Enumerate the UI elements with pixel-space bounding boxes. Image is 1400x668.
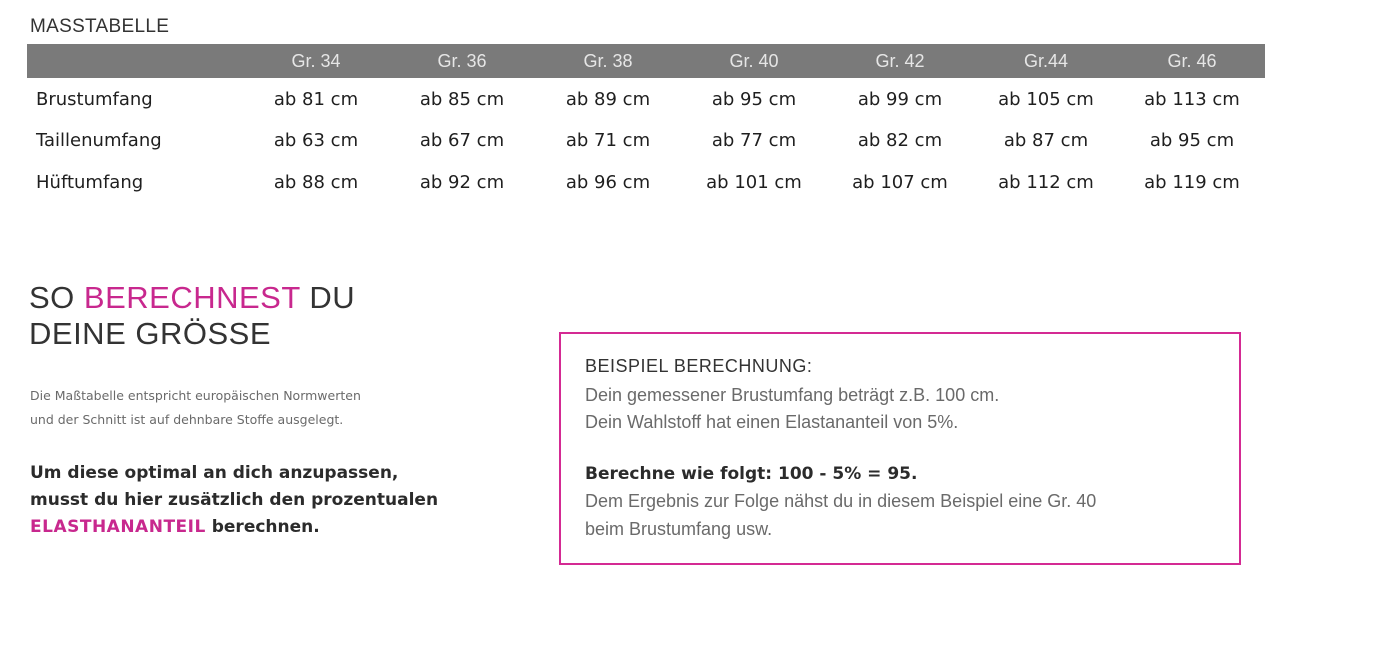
- example-line: beim Brustumfang usw.: [585, 519, 773, 539]
- instruction-accent: ELASTHANANTEIL: [30, 517, 206, 537]
- note-line: und der Schnitt ist auf dehnbare Stoffe ausgelegt.: [30, 412, 344, 427]
- table-row: [0, 82, 1400, 118]
- table-title: MASSTABELLE: [30, 16, 170, 37]
- example-box: [559, 332, 1241, 565]
- example-line: Dein gemessener Brustumfang beträgt z.B. 100 cm.: [585, 385, 1000, 405]
- table-cell: ab 81 cm: [273, 89, 359, 110]
- size-header-cell: Gr. 46: [1167, 51, 1217, 71]
- size-header-cell: Gr. 36: [437, 51, 487, 71]
- table-cell: ab 82 cm: [857, 130, 943, 151]
- table-cell: ab 67 cm: [419, 130, 505, 151]
- note-line: Die Maßtabelle entspricht europäischen Normwerten: [30, 388, 361, 403]
- size-header-row: [27, 44, 1265, 78]
- row-label: Brustumfang: [36, 89, 153, 110]
- table-cell: ab 92 cm: [419, 172, 505, 193]
- size-header-cell: Gr. 40: [729, 51, 779, 71]
- instruction-end: berechnen.: [205, 517, 320, 537]
- size-header-cell: Gr. 42: [875, 51, 925, 71]
- instruction-line: Um diese optimal an dich anzupassen,: [30, 463, 399, 483]
- table-cell: ab 112 cm: [998, 172, 1094, 193]
- table-cell: ab 107 cm: [852, 172, 948, 193]
- heading-accent: BERECHNEST: [83, 280, 301, 315]
- table-cell: ab 77 cm: [711, 130, 797, 151]
- table-cell: ab 63 cm: [273, 130, 359, 151]
- instruction-line: musst du hier zusätzlich den prozentualen: [30, 490, 439, 510]
- heading-line2: DEINE GRÖSSE: [29, 316, 271, 351]
- table-row: [0, 123, 1400, 159]
- table-cell: ab 85 cm: [419, 89, 505, 110]
- row-label: Hüftumfang: [36, 172, 144, 193]
- heading-text: SO: [29, 280, 84, 315]
- example-formula: Berechne wie folgt: 100 - 5% = 95.: [585, 464, 918, 484]
- table-row: [0, 165, 1400, 201]
- example-title: BEISPIEL BERECHNUNG:: [585, 356, 813, 376]
- size-header-cell: Gr. 34: [291, 51, 341, 71]
- norm-note: [30, 384, 361, 432]
- row-label: Taillenumfang: [36, 130, 162, 151]
- table-cell: ab 113 cm: [1144, 89, 1240, 110]
- heading-text: DU: [300, 280, 356, 315]
- example-line: Dein Wahlstoff hat einen Elastananteil von 5%.: [585, 412, 959, 432]
- table-cell: ab 101 cm: [706, 172, 802, 193]
- size-header-cell: Gr.44: [1023, 51, 1069, 71]
- table-cell: ab 89 cm: [565, 89, 651, 110]
- table-cell: ab 88 cm: [273, 172, 359, 193]
- table-cell: ab 99 cm: [857, 89, 943, 110]
- table-cell: ab 71 cm: [565, 130, 651, 151]
- elastane-instruction: [30, 460, 438, 541]
- calculation-heading: [29, 280, 355, 352]
- table-cell: ab 95 cm: [711, 89, 797, 110]
- table-cell: ab 119 cm: [1144, 172, 1240, 193]
- example-line: Dem Ergebnis zur Folge nähst du in diesem Beispiel eine Gr. 40: [585, 491, 1097, 511]
- size-header-cell: Gr. 38: [583, 51, 633, 71]
- table-cell: ab 87 cm: [1003, 130, 1089, 151]
- table-cell: ab 105 cm: [998, 89, 1094, 110]
- table-cell: ab 95 cm: [1149, 130, 1235, 151]
- table-cell: ab 96 cm: [565, 172, 651, 193]
